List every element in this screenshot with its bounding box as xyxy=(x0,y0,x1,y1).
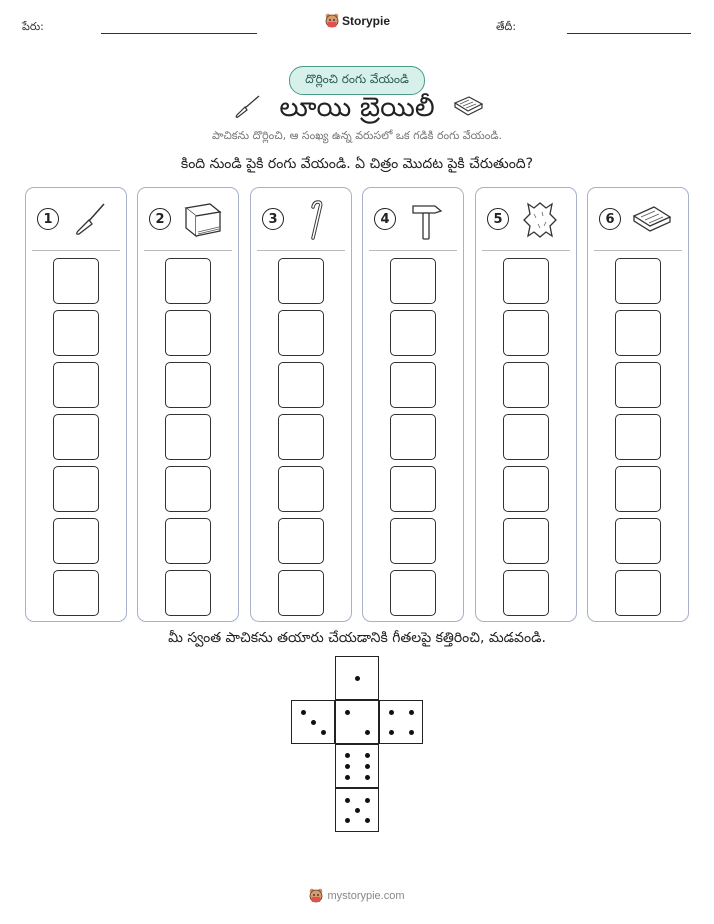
die-pip xyxy=(345,710,350,715)
color-box[interactable] xyxy=(390,414,436,460)
die-pip xyxy=(389,730,394,735)
slate-icon xyxy=(451,95,485,117)
column-number: 5 xyxy=(487,208,509,230)
hammer-icon xyxy=(405,198,449,242)
column-divider xyxy=(369,250,457,251)
slate-icon xyxy=(630,198,674,242)
die-pip xyxy=(409,730,414,735)
color-box[interactable] xyxy=(278,258,324,304)
name-line xyxy=(101,33,257,34)
color-box[interactable] xyxy=(53,414,99,460)
column-number: 3 xyxy=(262,208,284,230)
color-box[interactable] xyxy=(53,258,99,304)
die-face-5 xyxy=(335,788,379,832)
color-box[interactable] xyxy=(503,414,549,460)
die-pip xyxy=(301,710,306,715)
color-box[interactable] xyxy=(390,570,436,616)
die-face-2 xyxy=(335,700,379,744)
color-box[interactable] xyxy=(503,362,549,408)
color-box[interactable] xyxy=(390,518,436,564)
die-pip xyxy=(355,808,360,813)
color-box[interactable] xyxy=(390,466,436,512)
leather-hide-icon xyxy=(518,198,562,242)
column-divider xyxy=(144,250,232,251)
bear-face-icon xyxy=(309,888,323,904)
color-box[interactable] xyxy=(503,258,549,304)
race-column-1 xyxy=(25,187,127,622)
color-box[interactable] xyxy=(615,518,661,564)
page-title: లూయి బ్రెయిలీ xyxy=(279,92,435,123)
column-number: 6 xyxy=(599,208,621,230)
die-pip xyxy=(365,818,370,823)
die-face-1 xyxy=(335,656,379,700)
column-divider xyxy=(32,250,120,251)
color-box[interactable] xyxy=(615,466,661,512)
column-number: 1 xyxy=(37,208,59,230)
column-number: 2 xyxy=(149,208,171,230)
activity-badge: దొర్లించి రంగు వేయండి xyxy=(289,66,425,95)
color-box[interactable] xyxy=(53,570,99,616)
footer-url[interactable]: mystorypie.com xyxy=(327,890,405,902)
color-box[interactable] xyxy=(165,570,211,616)
bear-face-icon xyxy=(325,13,339,29)
color-box[interactable] xyxy=(278,414,324,460)
color-box[interactable] xyxy=(53,518,99,564)
die-face-3 xyxy=(291,700,335,744)
color-box[interactable] xyxy=(278,310,324,356)
column-divider xyxy=(257,250,345,251)
die-pip xyxy=(365,764,370,769)
color-box[interactable] xyxy=(390,362,436,408)
die-pip xyxy=(365,730,370,735)
race-column-6 xyxy=(587,187,689,622)
die-pip xyxy=(389,710,394,715)
column-divider xyxy=(482,250,570,251)
awl-icon xyxy=(68,198,112,242)
color-box[interactable] xyxy=(503,518,549,564)
book-icon xyxy=(180,198,224,242)
die-pip xyxy=(365,753,370,758)
race-column-2 xyxy=(137,187,239,622)
cane-icon xyxy=(293,198,337,242)
color-box[interactable] xyxy=(165,414,211,460)
color-box[interactable] xyxy=(53,362,99,408)
color-box[interactable] xyxy=(53,466,99,512)
color-box[interactable] xyxy=(278,570,324,616)
name-label: పేరు: xyxy=(22,20,44,33)
color-box[interactable] xyxy=(615,362,661,408)
color-box[interactable] xyxy=(165,518,211,564)
color-box[interactable] xyxy=(278,518,324,564)
color-box[interactable] xyxy=(503,310,549,356)
die-pip xyxy=(345,818,350,823)
color-box[interactable] xyxy=(503,466,549,512)
die-pip xyxy=(409,710,414,715)
brand-name: Storypie xyxy=(342,14,391,28)
subtitle: పాచికను దొర్లించి, ఆ సంఖ్య ఉన్న వరుసలో ఒక గడికి రంగు వేయండి. xyxy=(212,129,502,142)
die-pip xyxy=(345,775,350,780)
color-box[interactable] xyxy=(53,310,99,356)
cut-instruction: మీ స్వంత పాచికను తయారు చేయడానికి గీతలపై కత్తిరించి, మడవండి. xyxy=(168,630,546,646)
date-label: తేదీ: xyxy=(496,20,517,33)
die-pip xyxy=(345,753,350,758)
die-face-4 xyxy=(379,700,423,744)
color-box[interactable] xyxy=(390,258,436,304)
color-box[interactable] xyxy=(278,466,324,512)
color-box[interactable] xyxy=(615,258,661,304)
die-pip xyxy=(311,720,316,725)
color-box[interactable] xyxy=(165,258,211,304)
die-face-6 xyxy=(335,744,379,788)
color-box[interactable] xyxy=(615,414,661,460)
die-pip xyxy=(345,764,350,769)
die-pip xyxy=(321,730,326,735)
column-number: 4 xyxy=(374,208,396,230)
die-pip xyxy=(365,798,370,803)
color-box[interactable] xyxy=(165,362,211,408)
color-box[interactable] xyxy=(615,570,661,616)
race-column-4 xyxy=(362,187,464,622)
color-box[interactable] xyxy=(390,310,436,356)
column-divider xyxy=(594,250,682,251)
die-pip xyxy=(355,676,360,681)
color-box[interactable] xyxy=(165,466,211,512)
color-box[interactable] xyxy=(503,570,549,616)
brand-logo xyxy=(325,13,390,29)
race-column-3 xyxy=(250,187,352,622)
die-pip xyxy=(345,798,350,803)
die-pip xyxy=(365,775,370,780)
color-box[interactable] xyxy=(615,310,661,356)
date-line xyxy=(567,33,691,34)
race-instruction: కింది నుండి పైకి రంగు వేయండి. ఏ చిత్రం మొదట పైకి చేరుతుంది? xyxy=(180,156,534,172)
race-column-5 xyxy=(475,187,577,622)
color-box[interactable] xyxy=(278,362,324,408)
footer xyxy=(0,888,714,904)
color-box[interactable] xyxy=(165,310,211,356)
